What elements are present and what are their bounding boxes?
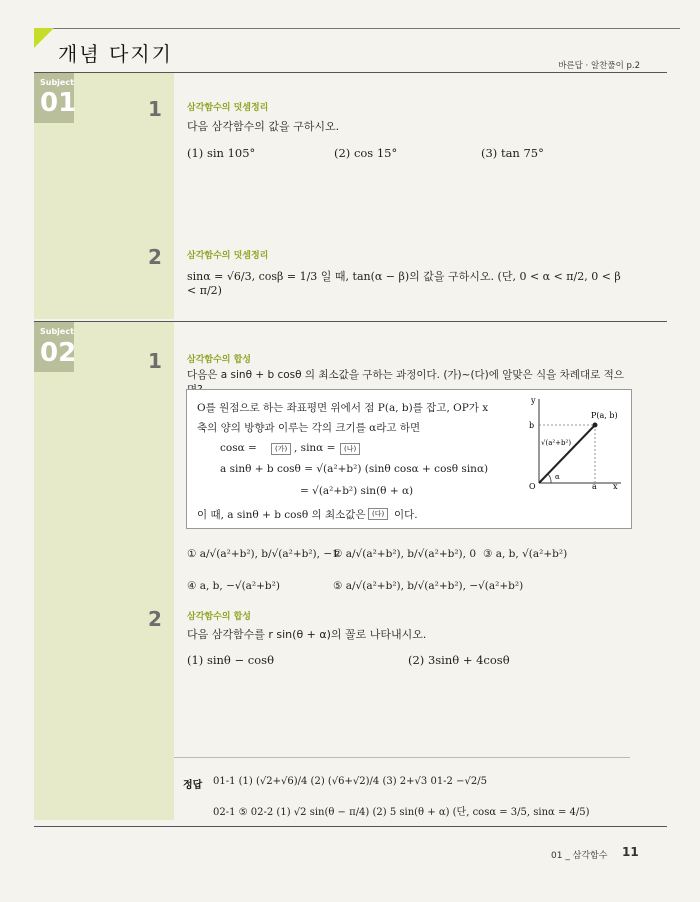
fig-alpha-label: α: [555, 473, 560, 481]
chapter-label: 01 _ 삼각함수: [551, 851, 608, 861]
box-line: 이다.: [394, 509, 418, 521]
problem-item: (1) sin 105°: [187, 146, 256, 160]
subject2-word: Subject: [40, 327, 74, 336]
subject2-sidebar: [34, 322, 174, 820]
problem-item: (2) 3sinθ + 4cosθ: [408, 653, 510, 667]
top-rule: [34, 28, 680, 29]
answer-reference: 바른답 · 알찬풀이 p.2: [558, 61, 640, 71]
subject2-number: 02: [40, 338, 77, 368]
blank-da: (다): [368, 508, 388, 520]
subject1-number: 01: [40, 88, 77, 118]
header-corner-mark: [34, 28, 54, 48]
problem-tag: 삼각함수의 합성: [187, 355, 251, 365]
problem-number: 2: [148, 245, 162, 269]
choice-4: ④ a, b, −√(a²+b²): [187, 580, 280, 592]
answer-label: 정답: [183, 780, 203, 791]
box-line: 축의 양의 방향과 이루는 각의 크기를 α라고 하면: [197, 422, 421, 434]
blank-na: (나): [340, 443, 360, 455]
problem-question: 다음은 a sinθ + b cosθ 의 최소값을 구하는 과정이다. (가)~(다)에 알맞은 식을 차례대로 적으: [187, 369, 624, 381]
fig-y-label: y: [531, 396, 536, 405]
fig-p-label: P(a, b): [591, 411, 618, 420]
problem-number: 1: [148, 97, 162, 121]
answer-line-2: 02-1 ⑤ 02-2 (1) √2 sin(θ − π/4) (2) 5 sin(θ + α) (단, cosα = 3/5, sinα = 4/5): [213, 807, 590, 818]
problem-tag: 삼각함수의 덧셈정리: [187, 103, 269, 113]
problem-question: sinα = √6/3, cosβ = 1/3 일 때, tan(α − β)의 값을 구하시오. (단, 0 < α < π/2, 0 < β < π/2): [187, 270, 621, 297]
problem-question: 다음 삼각함수의 값을 구하시오.: [187, 120, 340, 133]
box-line: cosα =: [220, 442, 257, 454]
page-title: 개념 다지기: [58, 42, 173, 66]
answer-rule: [174, 757, 630, 758]
problem-tag: 삼각함수의 덧셈정리: [187, 251, 269, 261]
box-line: , sinα =: [294, 442, 336, 454]
choice-5: ⑤ a/√(a²+b²), b/√(a²+b²), −√(a²+b²): [333, 580, 524, 592]
answer-line-1: 01-1 (1) (√2+√6)/4 (2) (√6+√2)/4 (3) 2+√3 01-2 −√2/5: [213, 776, 487, 787]
choice-3: ③ a, b, √(a²+b²): [483, 548, 568, 560]
problem-number: 2: [148, 607, 162, 631]
box-line: O를 원점으로 하는 좌표평면 위에서 점 P(a, b)를 잡고, OP가 x: [197, 402, 489, 414]
box-line: 이 때, a sinθ + b cosθ 의 최소값은: [197, 509, 366, 521]
problem-question: 다음 삼각함수를 r sin(θ + α)의 꼴로 나타내시오.: [187, 628, 427, 641]
problem-item: (1) sinθ − cosθ: [187, 653, 274, 667]
coordinate-figure: [525, 395, 625, 490]
problem-number: 1: [148, 349, 162, 373]
problem-item: (3) tan 75°: [481, 146, 544, 160]
problem-tag: 삼각함수의 합성: [187, 612, 251, 622]
footer-rule: [34, 826, 667, 827]
box-line: a sinθ + b cosθ = √(a²+b²) (sinθ cosα + cosθ sinα): [220, 463, 489, 475]
blank-ga: (가): [271, 443, 291, 455]
fig-o-label: O: [529, 482, 536, 490]
fig-a-label: a: [592, 482, 597, 490]
fig-b-label: b: [529, 421, 535, 430]
box-line: = √(a²+b²) sin(θ + α): [300, 485, 414, 497]
fig-x-label: x: [613, 482, 618, 490]
problem-item: (2) cos 15°: [334, 146, 398, 160]
fig-r-label: √(a²+b²): [541, 439, 572, 447]
choice-2: ② a/√(a²+b²), b/√(a²+b²), 0: [333, 548, 477, 560]
subject1-word: Subject: [40, 78, 74, 87]
choice-1: ① a/√(a²+b²), b/√(a²+b²), −1: [187, 548, 339, 560]
page-number: 11: [622, 845, 639, 859]
